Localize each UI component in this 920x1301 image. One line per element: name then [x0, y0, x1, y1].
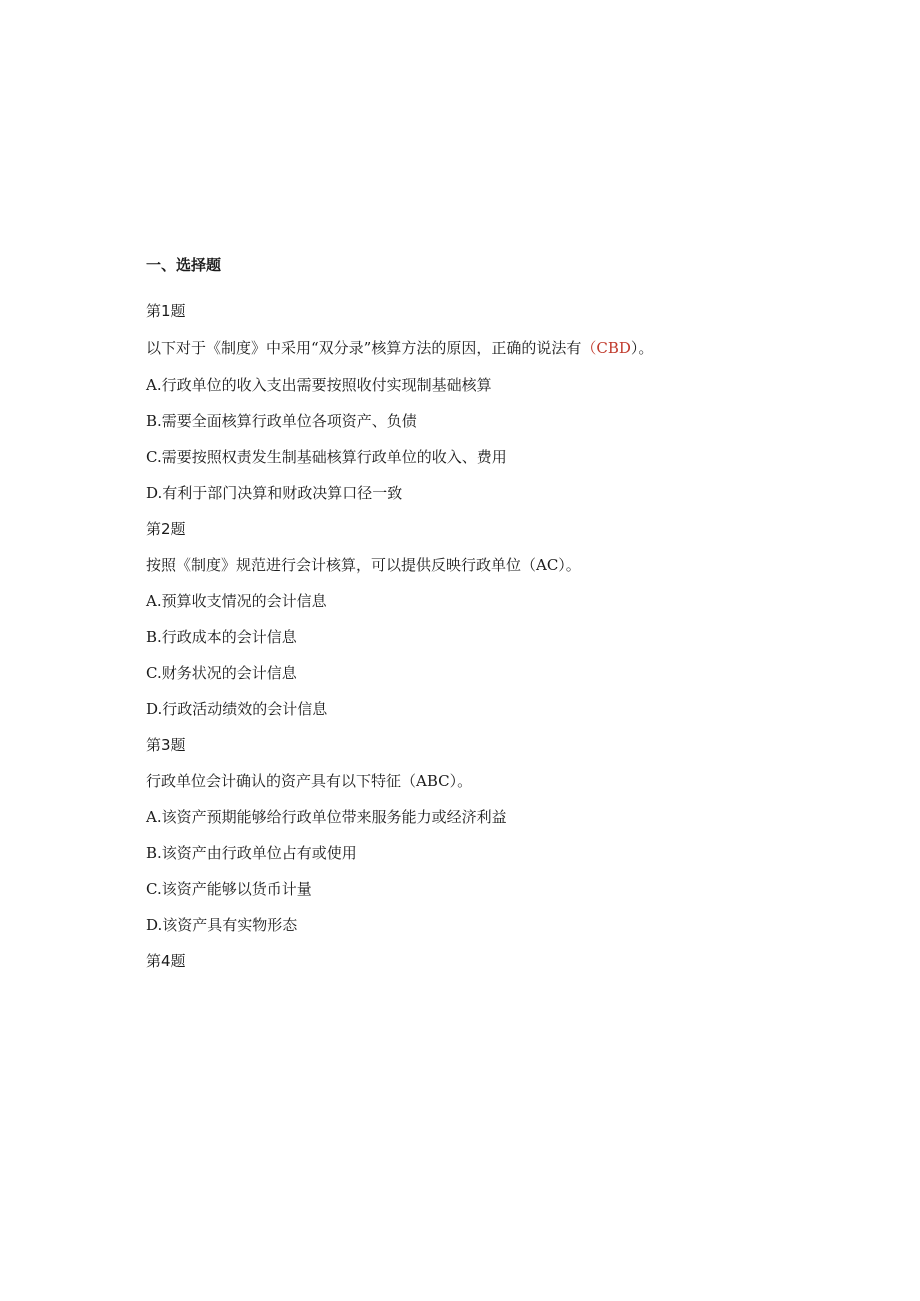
question-1-answer-open: （: [581, 339, 597, 357]
question-1-stem-text: 以下对于《制度》中采用“双分录”核算方法的原因，正确的说法有: [146, 339, 582, 357]
question-2-option-b: B.行政成本的会计信息: [146, 628, 297, 646]
question-3-number: 第3题: [146, 736, 186, 754]
document-page: [146, 255, 706, 987]
question-3-stem: 行政单位会计确认的资产具有以下特征（ABC）。: [146, 772, 473, 790]
question-2-option-c: C.财务状况的会计信息: [146, 664, 297, 682]
question-1-option-d: D.有利于部门决算和财政决算口径一致: [146, 484, 403, 502]
section-title: 一、选择题: [146, 256, 222, 274]
question-2-stem: 按照《制度》规范进行会计核算，可以提供反映行政单位（AC）。: [146, 556, 581, 574]
question-3-option-d: D.该资产具有实物形态: [146, 916, 298, 934]
question-1-option-c: C.需要按照权责发生制基础核算行政单位的收入、费用: [146, 448, 507, 466]
question-1-number: 第1题: [146, 302, 186, 320]
question-3-option-c: C.该资产能够以货币计量: [146, 880, 312, 898]
question-1-option-b: B.需要全面核算行政单位各项资产、负债: [146, 412, 417, 430]
question-1-option-a: A.行政单位的收入支出需要按照收付实现制基础核算: [146, 376, 492, 394]
question-4-number: 第4题: [146, 952, 186, 970]
question-1-stem: [146, 337, 671, 359]
question-2-option-a: A.预算收支情况的会计信息: [146, 592, 327, 610]
question-3-option-a: A.该资产预期能够给行政单位带来服务能力或经济利益: [146, 808, 507, 826]
question-2-option-d: D.行政活动绩效的会计信息: [146, 700, 328, 718]
question-1-answer: CBD: [596, 339, 631, 357]
question-1-answer-close: ）。: [630, 339, 654, 357]
question-2-number: 第2题: [146, 520, 186, 538]
question-3-option-b: B.该资产由行政单位占有或使用: [146, 844, 357, 862]
